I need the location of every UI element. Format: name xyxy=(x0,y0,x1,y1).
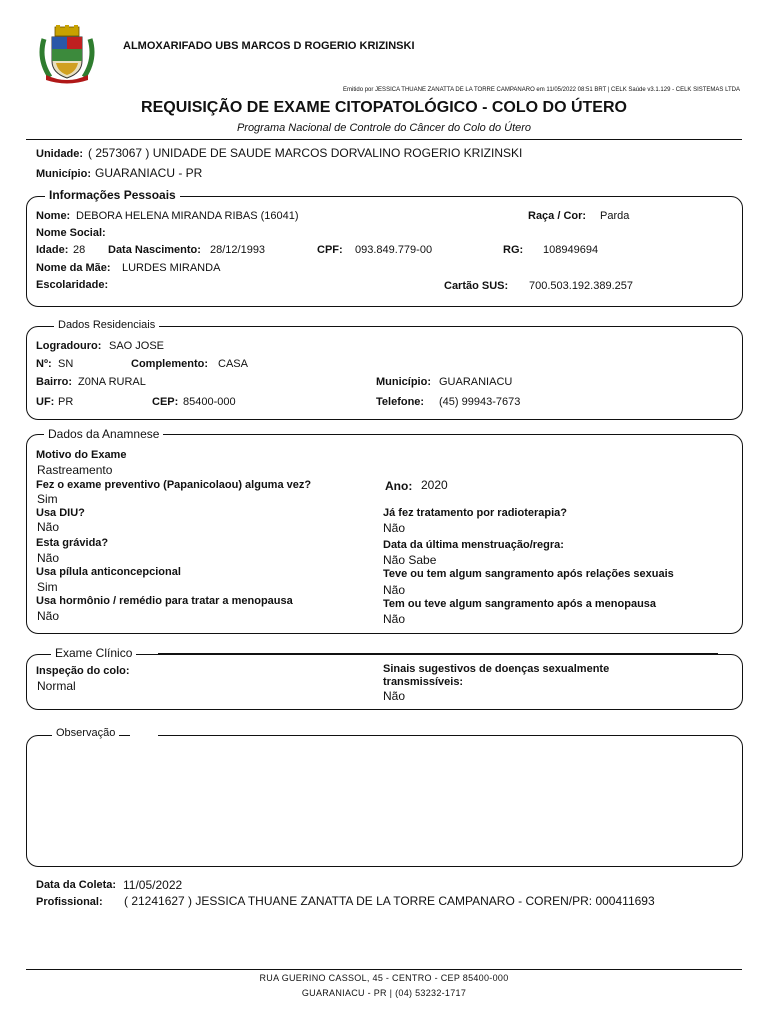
hormonio-label: Usa hormônio / remédio para tratar a menopausa xyxy=(36,595,293,607)
menstruacao-label: Data da última menstruação/regra: xyxy=(383,539,564,551)
idade-value: 28 xyxy=(73,244,86,256)
radioterapia-label: Já fez tratamento por radioterapia? xyxy=(383,507,567,519)
radioterapia-value: Não xyxy=(383,521,406,535)
observation-legend: Observação xyxy=(52,727,119,739)
header-divider xyxy=(26,139,742,140)
escolaridade-label: Escolaridade: xyxy=(36,279,109,291)
footer-divider xyxy=(26,969,742,970)
personal-info-legend: Informações Pessoais xyxy=(45,188,180,202)
raca-value: Parda xyxy=(600,210,630,222)
emission-info: Emitido por JESSICA THUANE ZANATTA DE LA TORRE CAMPANARO em 11/05/2022 08:51 BRT | CELK Saúde v3.1.129 - CELK SISTEMAS LTDA xyxy=(343,87,740,93)
cpf-label: CPF: xyxy=(317,244,343,256)
sangramento-menopausa-value: Não xyxy=(383,612,406,626)
bairro-value: Z0NA RURAL xyxy=(78,376,146,388)
uf-value: PR xyxy=(58,396,74,408)
cartao-sus-label: Cartão SUS: xyxy=(444,280,509,292)
motivo-value: Rastreamento xyxy=(37,463,113,477)
cep-value: 85400-000 xyxy=(183,396,236,408)
sangramento-menopausa-label: Tem ou teve algum sangramento após a menopausa xyxy=(383,598,657,610)
complemento-value: CASA xyxy=(218,358,248,370)
inspecao-value: Normal xyxy=(37,679,76,693)
logradouro-label: Logradouro: xyxy=(36,340,102,352)
gravida-value: Não xyxy=(37,551,60,565)
sangramento-relacoes-value: Não xyxy=(383,583,406,597)
cpf-value: 093.849.779-00 xyxy=(355,244,433,256)
footer-address: RUA GUERINO CASSOL, 45 - CENTRO - CEP 85400-000 xyxy=(259,973,509,983)
mae-value: LURDES MIRANDA xyxy=(122,262,221,274)
res-municipio-label: Município: xyxy=(376,376,431,388)
uf-label: UF: xyxy=(36,396,55,408)
res-municipio-value: GUARANIACU xyxy=(439,376,513,388)
municipal-coat-of-arms xyxy=(38,25,96,85)
numero-value: SN xyxy=(58,358,74,370)
residential-legend: Dados Residenciais xyxy=(54,319,159,331)
diu-label: Usa DIU? xyxy=(36,507,85,519)
menstruacao-value: Não Sabe xyxy=(383,553,437,567)
data-coleta-label: Data da Coleta: xyxy=(36,879,117,891)
profissional-value: ( 21241627 ) JESSICA THUANE ZANATTA DE LA TORRE CAMPANARO - COREN/PR: 000411693 xyxy=(124,894,655,908)
observation-legend-gap xyxy=(130,730,158,740)
ano-value: 2020 xyxy=(421,478,448,492)
complemento-label: Complemento: xyxy=(131,358,208,370)
rg-label: RG: xyxy=(503,244,524,256)
nascimento-label: Data Nascimento: xyxy=(108,244,201,256)
logradouro-value: SAO JOSE xyxy=(109,340,165,352)
mae-label: Nome da Mãe: xyxy=(36,262,111,274)
nome-label: Nome: xyxy=(36,210,71,222)
dst-label-line2: transmissíveis: xyxy=(383,676,464,688)
sangramento-relacoes-label: Teve ou tem algum sangramento após relações sexuais xyxy=(383,568,674,580)
diu-value: Não xyxy=(37,520,60,534)
observation-box xyxy=(26,735,743,867)
clinical-exam-legend: Exame Clínico xyxy=(51,646,136,660)
organization-name: ALMOXARIFADO UBS MARCOS D ROGERIO KRIZINSKI xyxy=(123,40,415,52)
hormonio-value: Não xyxy=(37,609,60,623)
gravida-label: Esta grávida? xyxy=(36,537,109,549)
unidade-value: ( 2573067 ) UNIDADE DE SAUDE MARCOS DORVALINO ROGERIO KRIZINSKI xyxy=(88,146,523,160)
dst-value: Não xyxy=(383,689,406,703)
anamnese-legend: Dados da Anamnese xyxy=(44,427,163,441)
municipio-value: GUARANIACU - PR xyxy=(95,166,203,180)
pilula-label: Usa pílula anticoncepcional xyxy=(36,566,181,578)
pilula-value: Sim xyxy=(37,580,58,594)
nome-social-label: Nome Social: xyxy=(36,227,106,239)
nascimento-value: 28/12/1993 xyxy=(210,244,266,256)
raca-label: Raça / Cor: xyxy=(528,210,587,222)
data-coleta-value: 11/05/2022 xyxy=(123,878,183,892)
dst-label-line1: Sinais sugestivos de doenças sexualmente xyxy=(383,663,610,675)
clinical-exam-legend-rule xyxy=(158,653,718,654)
bairro-label: Bairro: xyxy=(36,376,73,388)
cep-label: CEP: xyxy=(152,396,179,408)
footer-city-phone: GUARANIACU - PR | (04) 53232-1717 xyxy=(301,988,467,998)
numero-label: Nº: xyxy=(36,358,52,370)
rg-value: 108949694 xyxy=(543,244,599,256)
document-subtitle: Programa Nacional de Controle do Câncer do Colo do Útero xyxy=(236,122,532,134)
document-title: REQUISIÇÃO DE EXAME CITOPATOLÓGICO - COLO DO ÚTERO xyxy=(141,99,627,116)
municipio-label: Município: xyxy=(36,168,91,180)
ano-label: Ano: xyxy=(385,479,413,493)
telefone-value: (45) 99943-7673 xyxy=(439,396,521,408)
idade-label: Idade: xyxy=(36,244,69,256)
cartao-sus-value: 700.503.192.389.257 xyxy=(529,280,633,292)
inspecao-label: Inspeção do colo: xyxy=(36,665,130,677)
motivo-label: Motivo do Exame xyxy=(36,449,127,461)
nome-value: DEBORA HELENA MIRANDA RIBAS (16041) xyxy=(76,210,299,222)
preventivo-value: Sim xyxy=(37,492,58,506)
telefone-label: Telefone: xyxy=(376,396,425,408)
profissional-label: Profissional: xyxy=(36,896,103,908)
preventivo-label: Fez o exame preventivo (Papanicolaou) alguma vez? xyxy=(36,479,312,491)
unidade-label: Unidade: xyxy=(36,148,84,160)
